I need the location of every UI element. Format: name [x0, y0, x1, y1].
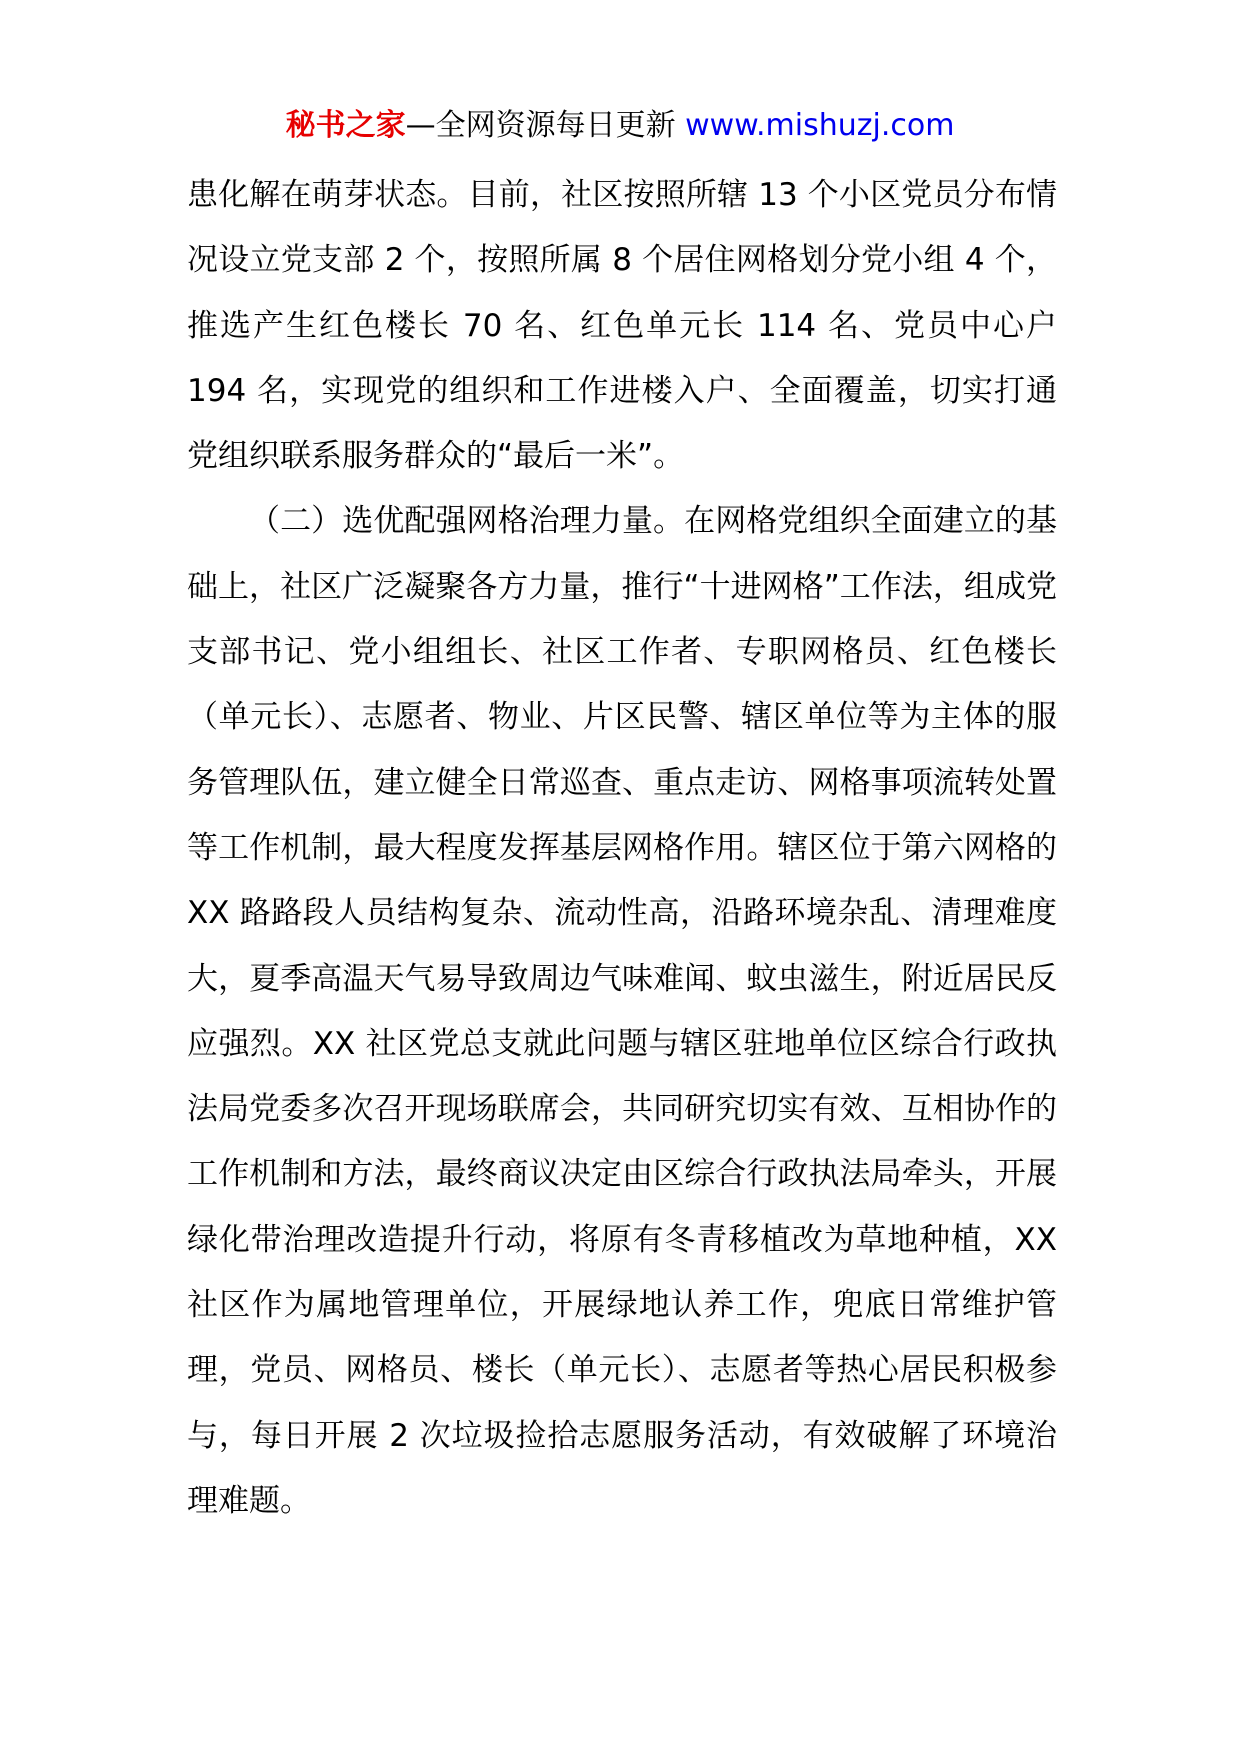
- site-link[interactable]: www.mishuzj.com: [685, 108, 955, 143]
- paragraph-section-2: （二）选优配强网格治理力量。在网格党组织全面建立的基础上，社区广泛凝聚各方力量，推行“十进网格”工作法，组成党支部书记、党小组组长、社区工作者、专职网格员、红色楼长（单元长）、志愿者、物业、片区民警、辖区单位等为主体的服务管理队伍，建立健全日常巡查、重点走访、网格事项流转处置等工作机制，最大程度发挥基层网格作用。辖区位于第六网格的 XX 路路段人员结构复杂、流动性高，沿路环境杂乱、清理难度大，夏季高温天气易导致周边气味难闻、蚊虫滋生，附近居民反应强烈。XX 社区党总支就此问题与辖区驻地单位区综合行政执法局党委多次召开现场联席会，共同研究切实有效、互相协作的工作机制和方法，最终商议决定由区综合行政执法局牵头，开展绿化带治理改造提升行动，将原有冬青移植改为草地种植，XX 社区作为属地管理单位，开展绿地认养工作，兜底日常维护管理，党员、网格员、楼长（单元长）、志愿者等热心居民积极参与，每日开展 2 次垃圾捡拾志愿服务活动，有效破解了环境治理难题。: [187, 503, 1057, 1519]
- brand-name: 秘书之家: [285, 108, 406, 143]
- document-body: [187, 163, 1057, 1534]
- page-header: [0, 98, 1240, 154]
- header-tagline: —全网资源每日更新: [405, 108, 676, 143]
- paragraph-continuation: 患化解在萌芽状态。目前，社区按照所辖 13 个小区党员分布情况设立党支部 2 个，按照所属 8 个居住网格划分党小组 4 个，推选产生红色楼长 70 名、红色单元长 114 名、党员中心户 194 名，实现党的组织和工作进楼入户、全面覆盖，切实打通党组织联系服务群众的“最后一米”。: [187, 177, 1057, 475]
